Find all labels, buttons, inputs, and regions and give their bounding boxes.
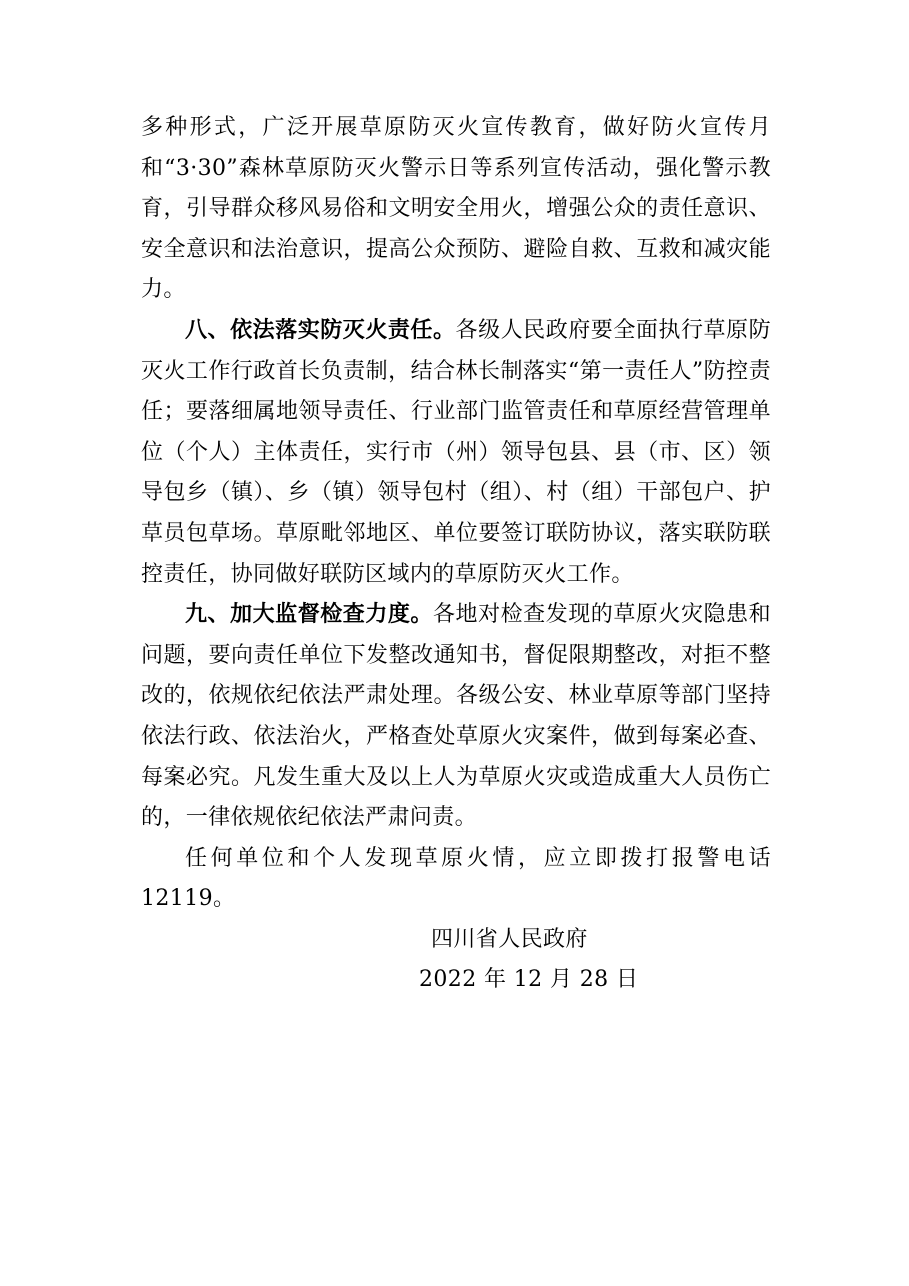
section-heading-9: 九、加大监督检查力度。 [185, 602, 433, 628]
signature-organization: 四川省人民政府 [431, 926, 588, 952]
section-paragraph-9 [141, 595, 771, 839]
section-body-8: 各级人民政府要全面执行草原防灭火工作行政首长负责制，结合林长制落实“第一责任人”防控责任；要落细属地领导责任、行业部门监管责任和草原经营管理单位（个人）主体责任，实行市（州）领导包县、县（市、区）领导包乡（镇）、乡（镇）领导包村（组）、村（组）干部包户、护草员包草场。草原毗邻地区、单位要签订联防协议，落实联防联控责任，协同做好联防区域内的草原防灭火工作。 [141, 317, 771, 587]
closing-paragraph: 任何单位和个人发现草原火情，应立即拨打报警电话12119。 [141, 845, 771, 912]
section-paragraph-8 [141, 311, 771, 595]
section-heading-8: 八、依法落实防灭火责任。 [185, 317, 456, 343]
document-page [141, 108, 771, 1001]
continuation-paragraph: 多种形式，广泛开展草原防灭火宣传教育，做好防火宣传月和“3·30”森林草原防灭火警示日等系列宣传活动，强化警示教育，引导群众移风易俗和文明安全用火，增强公众的责任意识、安全意识和法治意识，提高公众预防、避险自救、互救和减灾能力。 [141, 115, 771, 303]
signature-date: 2022 年 12 月 28 日 [419, 967, 639, 993]
section-body-9: 各地对检查发现的草原火灾隐患和问题，要向责任单位下发整改通知书，督促限期整改，对拒不整改的，依规依纪依法严肃处理。各级公安、林业草原等部门坚持依法行政、依法治火，严格查处草原火灾案件，做到每案必查、每案必究。凡发生重大及以上人为草原火灾或造成重大人员伤亡的，一律依规依纪依法严肃问责。 [141, 602, 771, 831]
